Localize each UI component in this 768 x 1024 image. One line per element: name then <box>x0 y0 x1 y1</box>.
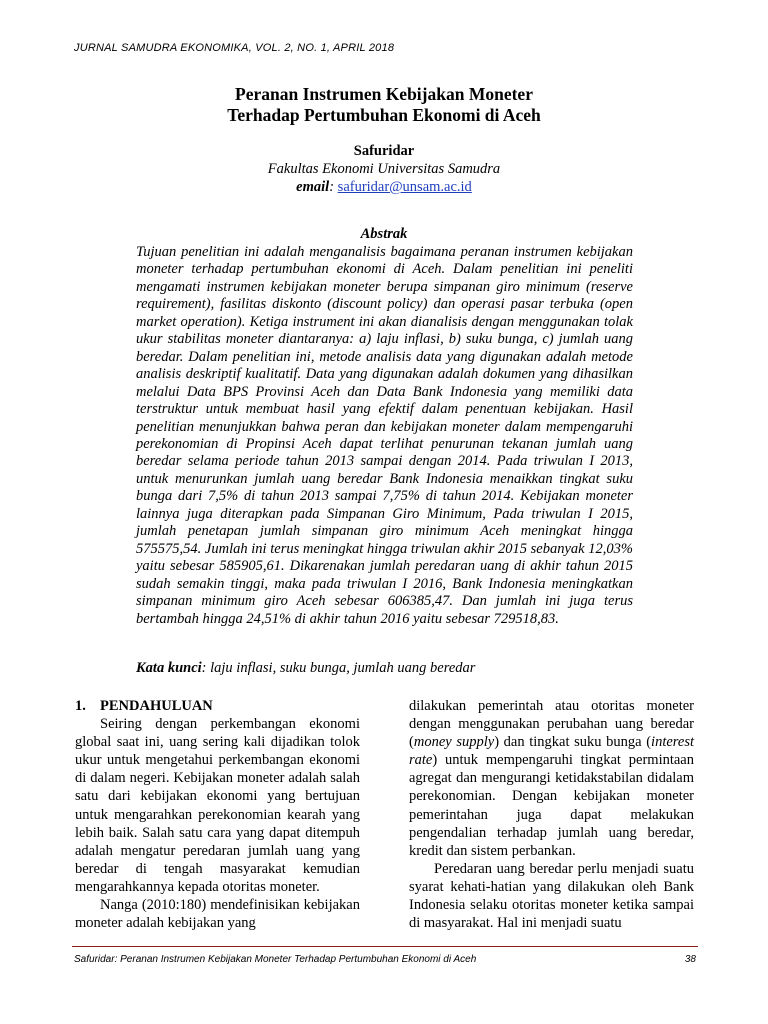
right-p1-text-a: dilakukan pemerintah atau otoritas moneter dengan menggunakan perubahan uang beredar ( <box>409 698 694 751</box>
section-heading <box>75 697 360 715</box>
abstract-heading: Abstrak <box>360 226 408 242</box>
right-column <box>409 697 694 932</box>
left-paragraph-2: Nanga (2010:180) mendefinisikan kebijakan moneter adalah kebijakan yang <box>75 897 360 932</box>
author-affiliation: Fakultas Ekonomi Universitas Samudra <box>267 161 501 177</box>
right-paragraph-2: Peredaran uang beredar perlu menjadi suatu syarat kehati-hatian yang dilakukan oleh Bank Indonesia selaku otoritas moneter ketika sampai di masyarakat. Hal ini menjadi suatu <box>409 860 694 932</box>
email-link[interactable]: safuridar@unsam.ac.id <box>337 179 472 195</box>
left-paragraph-1: Seiring dengan perkembangan ekonomi global saat ini, uang sering kali dijadikan tolok ukur untuk mengetahui perkembangan ekonomi di dalam negeri. Kebijakan moneter adalah salah satu dari kebijakan ekonomi yang bertujuan untuk mengarahkan perekonomian kearah yang lebih baik. Salah satu cara yang dapat ditempuh adalah mengatur peredaran jumlah uang yang beredar di tengah masyarakat kemudian mengarahkannya kepada otoritas moneter. <box>75 716 360 895</box>
interest-rate-term: interest rate <box>409 734 695 769</box>
right-p1-text-b: ) dan tingkat suku bunga ( <box>494 734 652 751</box>
journal-header: JURNAL SAMUDRA EKONOMIKA, VOL. 2, NO. 1, APRIL 2018 <box>74 42 395 54</box>
keywords <box>136 660 636 677</box>
abstract-body: Tujuan penelitian ini adalah menganalisis bagaimana peranan instrumen kebijakan moneter terhadap pertumbuhan ekonomi di Aceh. Dalam penelitian ini peneliti mengamati instrumen kebijakan moneter berupa simpanan giro minimum (reserve requirement), fasilitas diskonto (discount policy) dan operasi pasar terbuka (open market operation). Ketiga instrument ini akan dianalisis dengan menggunakan tolak ukur stabilitas moneter diantaranya: a) laju inflasi, b) suku bunga, c) jumlah uang beredar. Dalam penelitian ini, metode analisis data yang digunakan adalah metode analisis deskriptif kualitatif. Data yang digunakan adalah dokumen yang dihasilkan melalui Data BPS Provinsi Aceh dan Data Bank Indonesia yang memiliki data terstruktur untuk membuat hasil yang efektif dalam penentuan kebijakan. Hasil penelitian menunjukkan bahwa peran dan kebijakan moneter dalam mempengaruhi perekonomian di Propinsi Aceh dapat terlihat penurunan tekanan jumlah uang beredar selama periode tahun 2013 sampai dengan 2014. Pada triwulan I 2013, untuk menurunkan jumlah uang beredar Bank Indonesia menaikkan tingkat suku bunga dari 7,5% di tahun 2013 sampai 7,75% di tahun 2014. Kebijakan moneter lainnya juga diterapkan pada Simpanan Giro Minimum, Pada triwulan I 2015, jumlah penetapan jumlah simpanan giro minimum Aceh meningkat hingga 575575,54. Jumlah ini terus meningkat hingga triwulan akhir 2015 sebanyak 12,03% yaitu sebesar 585905,61. Dikarenakan jumlah peredaran uang di akhir tahun 2015 sudah semakin tinggi, maka pada triwulan I 2016, Bank Indonesia meningkatkan simpanan minimum giro Aceh sebesar 606385,47. Dan jumlah ini juga terus bertambah hingga 24,51% di akhir tahun 2016 yaitu sebesar 729518,83. <box>136 244 633 627</box>
money-supply-term: money supply <box>413 734 495 751</box>
keywords-value: : laju inflasi, suku bunga, jumlah uang beredar <box>201 660 476 676</box>
section-number: 1. <box>75 698 86 714</box>
footer-rule <box>72 946 698 947</box>
paper-title-line-2: Terhadap Pertumbuhan Ekonomi di Aceh <box>227 105 541 125</box>
paper-title <box>0 84 768 126</box>
paper-title-line-1: Peranan Instrumen Kebijakan Moneter <box>235 84 533 104</box>
footer-running-title: Safuridar: Peranan Instrumen Kebijakan Moneter Terhadap Pertumbuhan Ekonomi di Aceh <box>74 954 477 965</box>
section-title: PENDAHULUAN <box>100 698 213 714</box>
page-number: 38 <box>684 954 696 965</box>
right-paragraph-1 <box>409 697 694 860</box>
author-block <box>0 142 768 196</box>
left-column <box>75 697 360 932</box>
email-label: email <box>296 179 330 195</box>
author-email-line <box>0 178 768 196</box>
email-separator: : <box>329 179 338 195</box>
author-name: Safuridar <box>353 143 415 159</box>
right-p1-text-c: ) untuk mempengaruhi tingkat permintaan agregat dan mengurangi ketidakstabilan didalam perekonomian. Dengan kebijakan moneter pemerintahan juga dapat melakukan pengendalian terhadap jumlah uang beredar, kredit dan sistem perbankan. <box>409 752 694 859</box>
keywords-label: Kata kunci <box>136 660 202 676</box>
